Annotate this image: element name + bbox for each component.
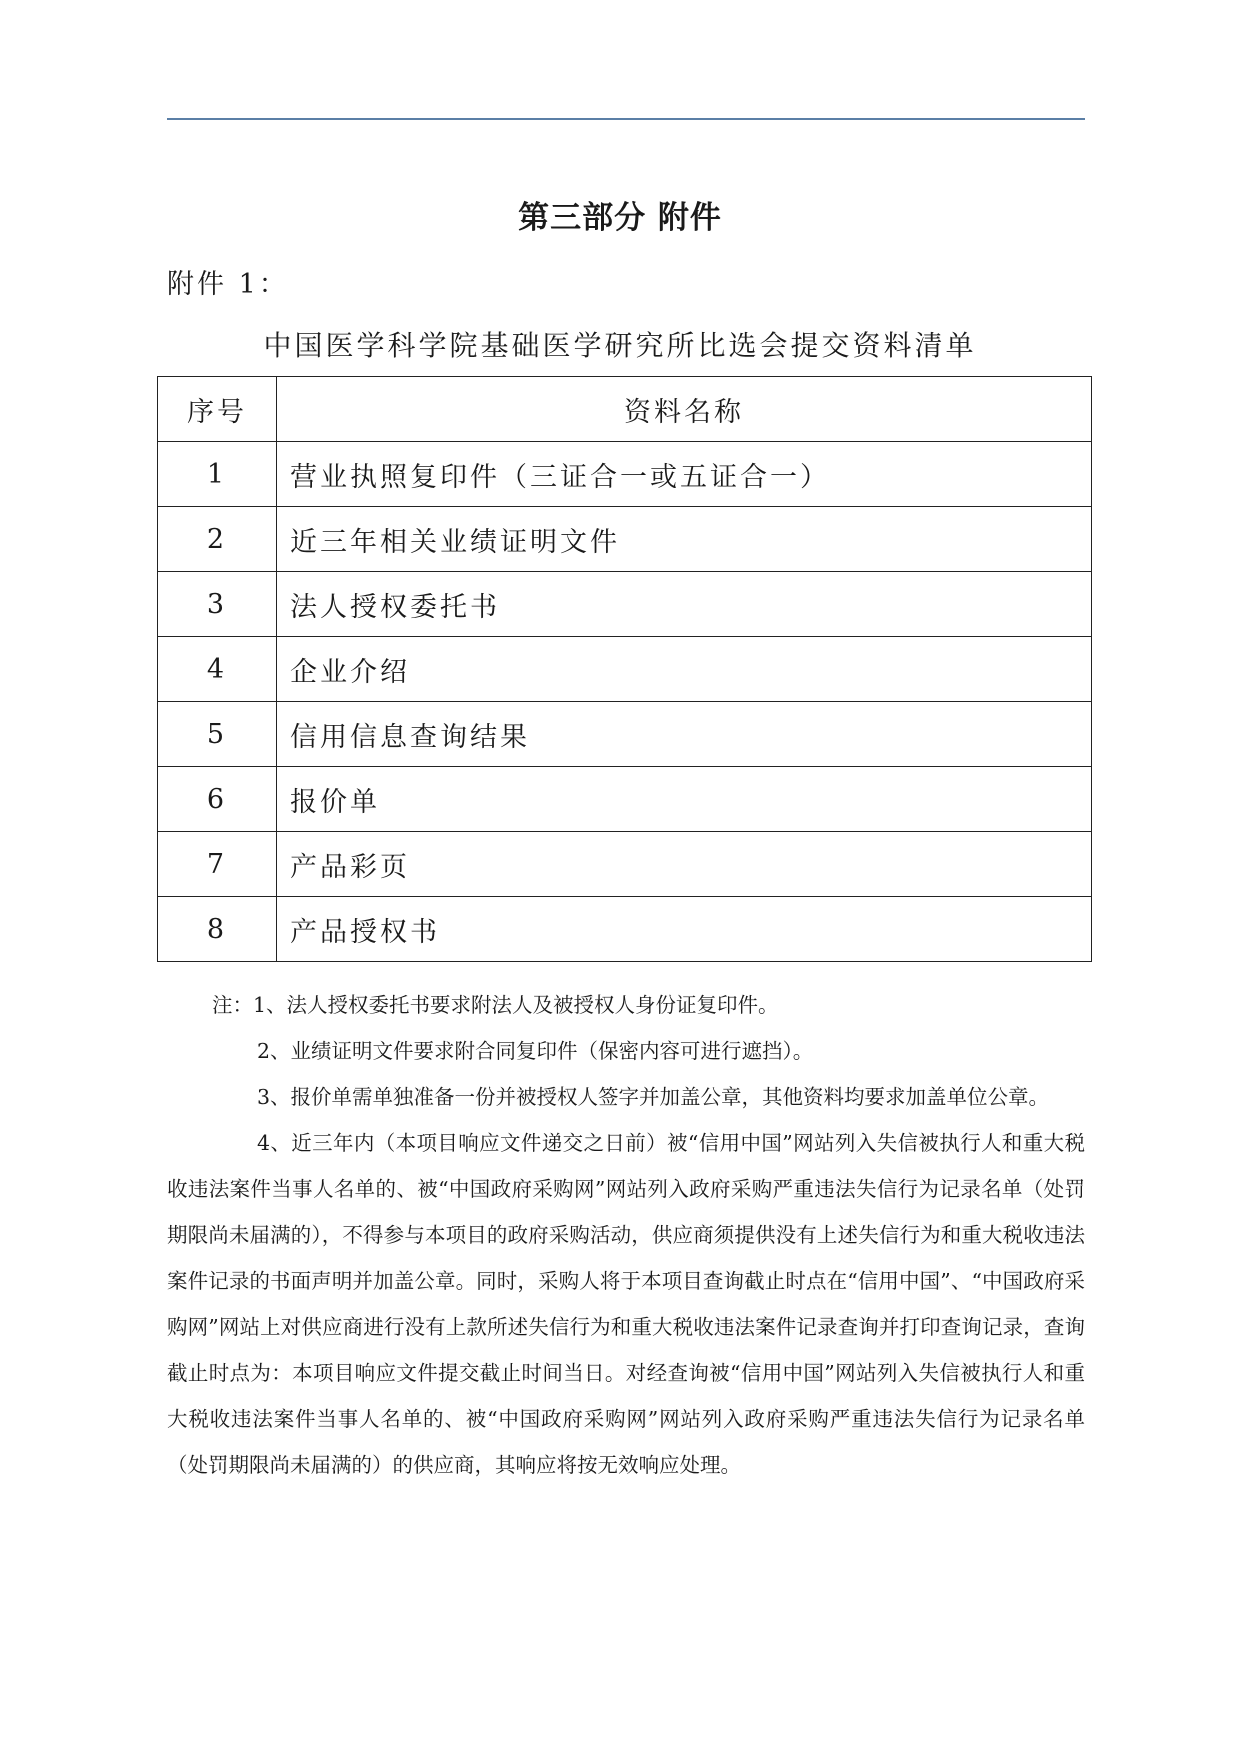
row-number: 7 — [158, 832, 277, 897]
row-number: 1 — [158, 442, 277, 507]
row-material-name: 产品彩页 — [277, 832, 1092, 897]
table-header-row — [158, 377, 1092, 442]
row-material-name: 营业执照复印件（三证合一或五证合一） — [277, 442, 1092, 507]
row-material-name: 信用信息查询结果 — [277, 702, 1092, 767]
row-number: 4 — [158, 637, 277, 702]
row-number: 8 — [158, 897, 277, 962]
row-number: 6 — [158, 767, 277, 832]
materials-table — [157, 376, 1092, 962]
note-4: 4、近三年内（本项目响应文件递交之日前）被“信用中国”网站列入失信被执行人和重大税收违法案件当事人名单的、被“中国政府采购网”网站列入政府采购严重违法失信行为记录名单（处罚期限尚未届满的），不得参与本项目的政府采购活动，供应商须提供没有上述失信行为和重大税收违法案件记录的书面声明并加盖公章。同时，采购人将于本项目查询截止时点在“信用中国”、“中国政府采购网”网站上对供应商进行没有上款所述失信行为和重大税收违法案件记录查询并打印查询记录，查询截止时点为：本项目响应文件提交截止时间当日。对经查询被“信用中国”网站列入失信被执行人和重大税收违法案件当事人名单的、被“中国政府采购网”网站列入政府采购严重违法失信行为记录名单（处罚期限尚未届满的）的供应商，其响应将按无效响应处理。 — [167, 1131, 1085, 1477]
list-title: 中国医学科学院基础医学研究所比选会提交资料清单 — [263, 329, 977, 362]
row-number: 5 — [158, 702, 277, 767]
table-row — [158, 832, 1092, 897]
row-material-name: 近三年相关业绩证明文件 — [277, 507, 1092, 572]
notes-section — [167, 982, 1085, 1488]
attachment-label: 附件 1： — [167, 269, 289, 300]
row-material-name: 法人授权委托书 — [277, 572, 1092, 637]
table-row — [158, 572, 1092, 637]
note-1: 注：1、法人授权委托书要求附法人及被授权人身份证复印件。 — [212, 993, 779, 1017]
row-material-name: 产品授权书 — [277, 897, 1092, 962]
row-material-name: 企业介绍 — [277, 637, 1092, 702]
header-material-name: 资料名称 — [277, 377, 1092, 442]
row-number: 3 — [158, 572, 277, 637]
note-2: 2、业绩证明文件要求附合同复印件（保密内容可进行遮挡）。 — [257, 1039, 814, 1063]
header-rule — [167, 118, 1085, 120]
table-row — [158, 897, 1092, 962]
row-material-name: 报价单 — [277, 767, 1092, 832]
note-3: 3、报价单需单独准备一份并被授权人签字并加盖公章，其他资料均要求加盖单位公章。 — [257, 1085, 1050, 1109]
header-serial-number: 序号 — [158, 377, 277, 442]
table-row — [158, 767, 1092, 832]
table-row — [158, 702, 1092, 767]
row-number: 2 — [158, 507, 277, 572]
table-row — [158, 637, 1092, 702]
table-row — [158, 507, 1092, 572]
table-row — [158, 442, 1092, 507]
section-title: 第三部分 附件 — [518, 200, 722, 236]
